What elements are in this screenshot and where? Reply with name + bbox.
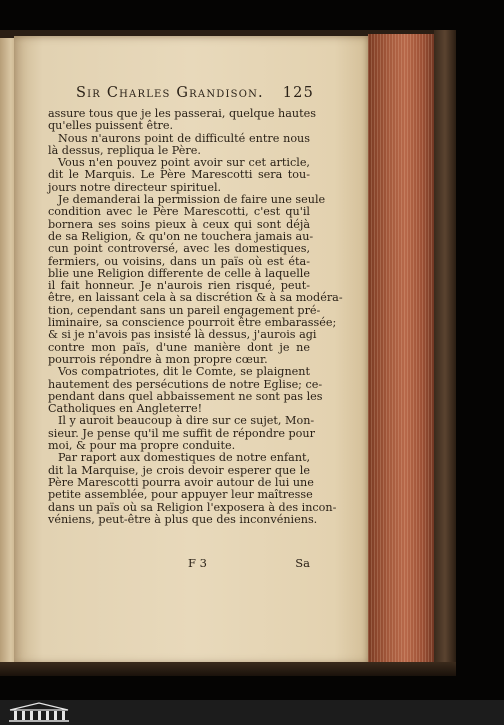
text-line: il fait honneur. Je n'aurois rien risqué, peut- (48, 279, 310, 293)
text-line: sieur. Je pense qu'il me suffit de répondre pour (48, 426, 315, 440)
text-line: dit le Marquis. Le Père Marescotti sera tou- (48, 168, 310, 182)
viewer-bottom-bar (0, 700, 504, 725)
text-line: & si je n'avois pas insisté là dessus, j'aurois agi (48, 328, 317, 342)
text-line: Il y auroit beaucoup à dire sur ce sujet, Mon- (58, 414, 315, 428)
catchword: Sa (295, 556, 310, 570)
text-line: moi, & pour ma propre conduite. (48, 439, 236, 453)
text-line: cun point controversé, avec les domestiques, (48, 242, 310, 256)
signature-mark: F 3 (188, 556, 207, 570)
text-line: fermiers, ou voisins, dans un païs où est éta- (48, 254, 310, 268)
text-line: contre mon païs, d'une manière dont je ne (48, 340, 310, 354)
text-line: Père Marescotti pourra avoir autour de lui une (48, 475, 314, 489)
book-cover-bottom (0, 662, 456, 676)
text-line: qu'elles puissent être. (48, 119, 174, 133)
text-line: assure tous que je les passerai, quelque hautes (48, 107, 316, 120)
text-line: Catholiques en Angleterre! (48, 402, 203, 416)
book-cover-edge (434, 30, 456, 670)
text-line: pourrois répondre à mon propre cœur. (48, 352, 268, 366)
text-line: liminaire, sa conscience pourroit être embarassée; (48, 316, 337, 330)
text-line: dit la Marquise, je crois devoir esperer que le (48, 463, 310, 477)
running-title: Sir Charles Grandison. (76, 85, 264, 101)
building-icon (6, 702, 72, 723)
text-line: Nous n'aurons point de difficulté entre nous (58, 131, 310, 145)
page-fore-edge (368, 34, 436, 668)
page-footer (48, 556, 310, 570)
text-line: Par raport aux domestiques de notre enfant, (58, 451, 311, 465)
text-line: Je demanderai la permission de faire une seule (58, 193, 326, 207)
text-line: dans un païs où sa Religion l'exposera à des incon- (48, 500, 337, 514)
body-text (48, 107, 343, 526)
text-line: pendant dans quel abbaissement ne sont pas les (48, 389, 323, 403)
text-line: véniens, peut-être à plus que des inconvéniens. (48, 512, 318, 526)
text-line: hautement des persécutions de notre Eglise; ce- (48, 377, 323, 391)
text-line: là dessus, repliqua le Père. (48, 143, 201, 157)
text-line: jours notre directeur spirituel. (48, 180, 222, 194)
text-line: blie une Religion differente de celle à laquelle (48, 266, 310, 280)
page-number: 125 (282, 85, 314, 101)
text-line: bornera ses soins pieux à ceux qui sont déjà (48, 217, 310, 231)
text-line: petite assemblée, pour appuyer leur maîtresse (48, 488, 313, 502)
text-line: tion, cependant sans un pareil engagement pré- (48, 303, 321, 317)
text-line: Vos compatriotes, dit le Comte, se plaignent (58, 365, 310, 379)
running-header (48, 85, 314, 107)
text-line: être, en laissant cela à sa discrétion & à sa modéra- (48, 291, 343, 305)
text-line: Vous n'en pouvez point avoir sur cet article, (58, 156, 310, 170)
text-line: de sa Religion, & qu'on ne touchera jamais au- (48, 229, 314, 243)
text-line: condition avec le Père Marescotti, c'est qu'il (48, 205, 310, 219)
